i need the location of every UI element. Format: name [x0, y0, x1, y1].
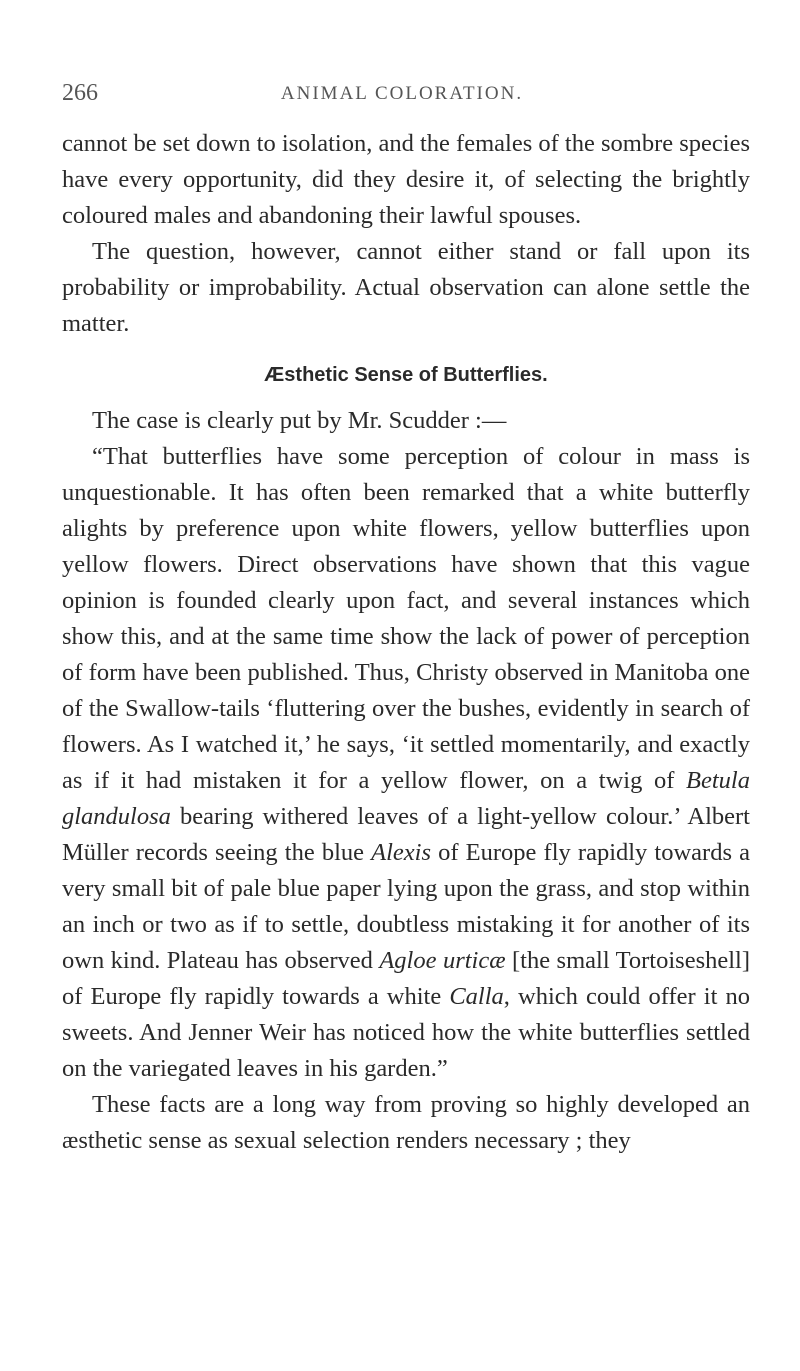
- quote-text: “That butterflies have some perception of colour in mass is unquestionable. It has often been remarked that a white butterfly alights by preference upon white flowers, yellow butterflies upon yellow flowers. Direct observations have shown that this vague opinion is founded clearly upon fact, and several instances which show this, and at the same time show the lack of power of perception of form have been published. Thus, Christy observed in Manitoba one of the Swallow-tails ‘fluttering over the bushes, evidently in search of flowers. As I watched it,’ he says, ‘it settled momentarily, and exactly as if it had mistaken it for a yellow flower, on a twig of: [62, 443, 750, 794]
- page-header: [62, 80, 742, 110]
- quote-text: , which could offer it no sweets. And Jenner Weir has noticed how the white butterflies settled on the variegated leaves in his garden.”: [62, 983, 750, 1082]
- species-name: Agloe urticæ: [379, 947, 506, 974]
- paragraph-5: These facts are a long way from proving so highly developed an æsthetic sense as sexual selection renders necessary ; they: [62, 1091, 750, 1154]
- paragraph-2: The question, however, cannot either stand or fall upon its probability or improbability. Actual observation can alone settle the matter.: [62, 238, 750, 337]
- paragraph-1: cannot be set down to isolation, and the females of the sombre species have every opportunity, did they desire it, of selecting the brightly coloured males and abandoning their lawful spouses.: [62, 130, 750, 229]
- paragraph-3: The case is clearly put by Mr. Scudder :—: [92, 407, 507, 434]
- plant-name: Calla: [449, 983, 504, 1010]
- quote-text: bearing withered leaves of a light-yellow colour.’ Albert Müller records seeing the blue: [62, 803, 750, 866]
- species-name: Betula glandulosa: [62, 767, 750, 830]
- section-heading: Æsthetic Sense of Butterflies.: [264, 364, 548, 386]
- quote-text: [the small Tortoiseshell] of Europe fly rapidly towards a white: [62, 947, 751, 1010]
- paragraph-4-quotation: [62, 439, 750, 1087]
- species-name: Alexis: [371, 839, 432, 866]
- page-number: 266: [62, 80, 98, 106]
- body-text: [62, 126, 750, 1159]
- running-head: ANIMAL COLORATION.: [280, 83, 524, 104]
- quote-text: of Europe fly rapidly towards a very small bit of pale blue paper lying upon the grass, and stop within an inch or two as if to settle, doubtless mistaking it for another of its own kind. Plateau has observed: [62, 839, 751, 974]
